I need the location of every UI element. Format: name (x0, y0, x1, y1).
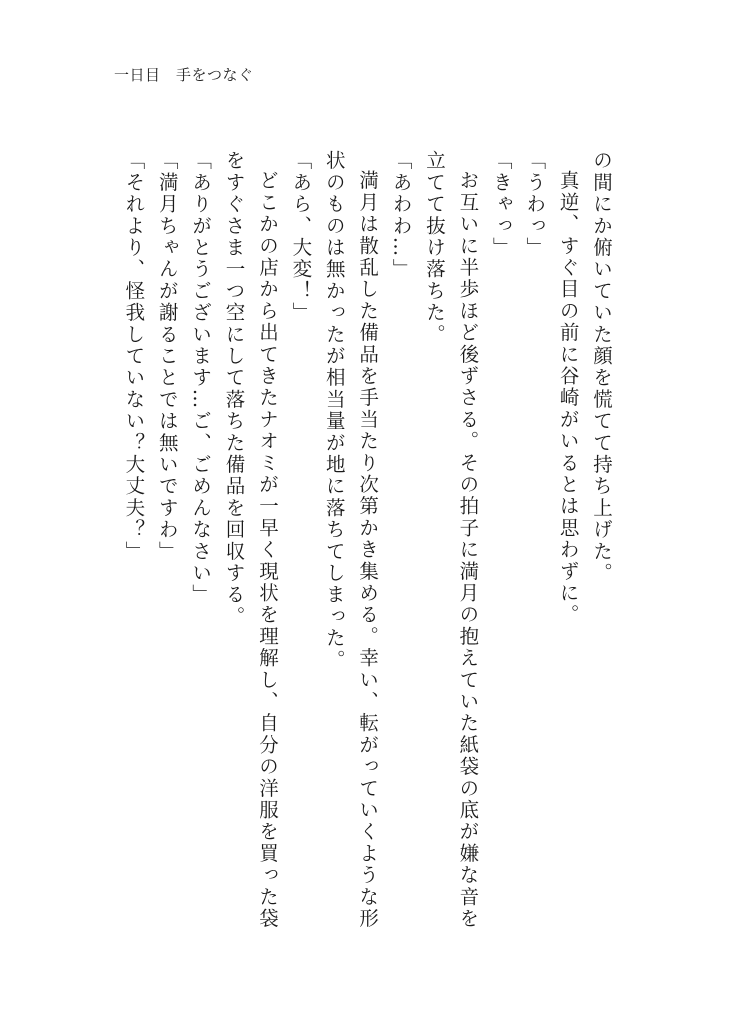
dialogue-line-6: 「満月ちゃんが謝ることでは無いですわ」 (155, 150, 179, 563)
dialogue-line-2: 「きゃっ」 (489, 150, 513, 259)
paragraph-1: の間にか俯いていた顔を慌てて持ち上げた。 (590, 150, 613, 584)
dialogue-line-7: 「それより、怪我していない？大丈夫？」 (122, 150, 146, 563)
vertical-body-text (117, 150, 618, 930)
dialogue-line-1: 「うわっ」 (523, 150, 547, 259)
dialogue-line-4: 「あら、大変！」 (289, 150, 313, 324)
running-header: 一日目 手をつなぐ (114, 66, 254, 84)
dialogue-line-3: 「あわわ…」 (389, 150, 413, 281)
paragraph-5: どこかの店から出てきたナオミが一早く現状を理解し、自分の洋服を買った袋をすぐさま一つ空にして落ちた備品を回収する。 (222, 150, 279, 929)
paragraph-2: 真逆、すぐ目の前に谷崎がいるとは思わずに。 (556, 169, 580, 626)
dialogue-line-5: 「ありがとうございます…ご、ごめんなさい」 (189, 150, 213, 606)
paragraph-4: 満月は散乱した備品を手当たり次第かき集める。幸い、転がっていくような形状のものは無かったが相当量が地に落ちてしまった。 (322, 150, 380, 929)
paragraph-3: お互いに半歩ほど後ずさる。その拍子に満月の抱えていた紙袋の底が嫌な音を立てて抜け落ちた。 (422, 150, 480, 929)
